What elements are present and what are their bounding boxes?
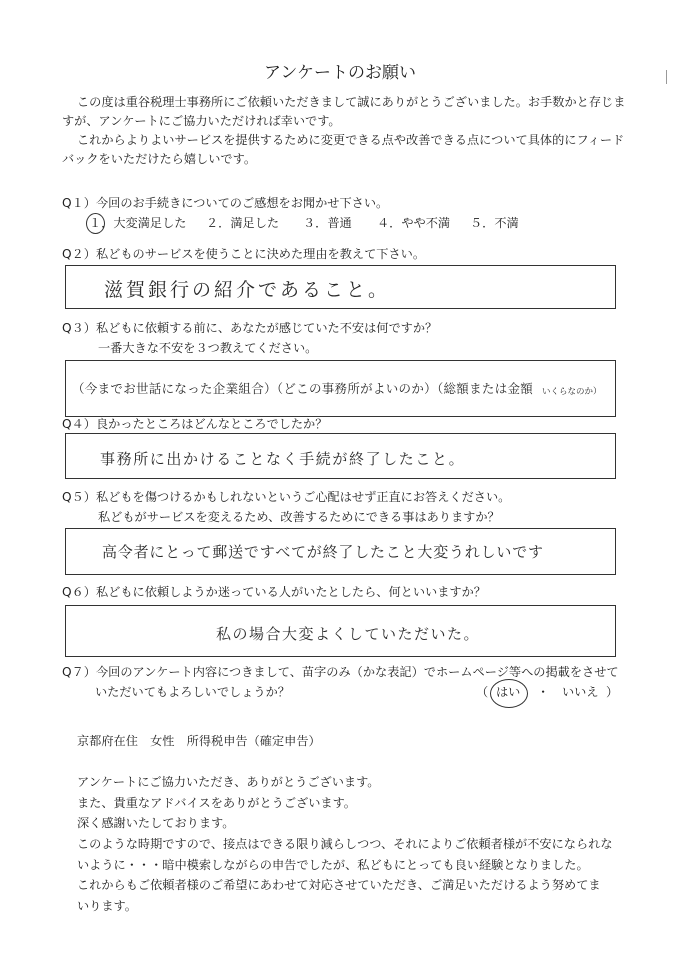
q2-question: Q２）私どものサービスを使うことに決めた理由を教えて下さい。: [62, 247, 426, 261]
q1-option-1[interactable]: １．大変満足した: [89, 216, 187, 230]
q1-question: Q１）今回のお手続きについてのご感想をお聞かせ下さい。: [62, 196, 389, 210]
closing-line-6: これからもご依頼者様のご希望にあわせて対応させていただき、ご満足いただけるよう努めてま: [77, 878, 601, 892]
q7-question-line-2: いただいてもよろしいでしょうか？: [95, 685, 290, 699]
q3-question: Q３）私どもに依頼する前に、あなたが感じていた不安は何ですか？: [62, 321, 438, 335]
closing-line-7: いります。: [77, 899, 137, 913]
q4-question: Q４）良かったところはどんなところでしたか？: [62, 417, 328, 431]
q5-question: Q５）私どもを傷つけるかもしれないというご心配はせず正直にお答えください。: [62, 490, 511, 504]
intro-line-4: バックをいただけたら嬉しいです。: [62, 152, 257, 166]
q5-answer-box[interactable]: [65, 528, 616, 575]
page-title: アンケートのお願い: [264, 63, 416, 83]
q6-answer-box[interactable]: [65, 605, 616, 657]
intro-line-3: これからよりよいサービスを提供するために変更できる点や改善できる点について具体的にフィード: [77, 133, 625, 147]
q2-answer-box[interactable]: [65, 265, 616, 309]
q6-answer-text: 私の場合大変よくしていただいた。: [216, 625, 481, 643]
closing-line-5: いように・・・暗中模索しながらの申告でしたが、私どもにとっても良い経験となりました。: [77, 858, 589, 872]
q1-option-3[interactable]: ３．普通: [303, 216, 352, 230]
intro-line-1: この度は重谷税理士事務所にご依頼いただきまして誠にありがとうございました。お手数かと存じま: [77, 95, 626, 109]
closing-line-4: このような時期ですので、接点はできる限り減らしつつ、それによりご依頼者様が不安になられな: [77, 837, 613, 851]
q3-answer-text: （今までお世話になった企業組合）（どこの事務所がよいのか）（総額または金額: [72, 381, 534, 396]
q3-answer-box[interactable]: [65, 360, 616, 417]
respondent-info: 京都府在住 女性 所得税申告（確定申告）: [77, 734, 321, 748]
q2-answer-text: 滋賀銀行の紹介であること。: [104, 279, 391, 301]
closing-line-3: 深く感謝いたしております。: [77, 816, 235, 830]
q7-option-no[interactable]: いいえ: [562, 685, 599, 699]
q5-answer-text: 高令者にとって郵送ですべてが終了したこと大変うれしいです: [102, 543, 544, 561]
q1-option-4[interactable]: ４．やや不満: [377, 216, 451, 230]
q5-subline: 私どもがサービスを変えるため、改善するためにできる事はありますか？: [98, 510, 500, 524]
q3-answer-small-text: いくらなのか）: [542, 387, 602, 397]
q6-question: Q６）私どもに依頼しようか迷っている人がいたとしたら、何といいますか？: [62, 585, 486, 599]
q1-option-5[interactable]: ５．不満: [470, 216, 519, 230]
closing-line-2: また、貴重なアドバイスをありがとうございます。: [77, 796, 356, 810]
q7-separator: ・: [537, 685, 550, 699]
q7-option-yes[interactable]: はい: [496, 685, 521, 699]
q4-answer-box[interactable]: [65, 433, 616, 479]
intro-line-2: すが、アンケートにご協力いただければ幸いです。: [62, 114, 341, 128]
q3-subline: 一番大きな不安を３つ教えてください。: [98, 341, 318, 355]
q7-question: Q７）今回のアンケート内容につきまして、苗字のみ（かな表記）でホームページ等への掲載をさせて: [62, 665, 619, 679]
q4-answer-text: 事務所に出かけることなく手続が終了したこと。: [100, 450, 466, 468]
closing-line-1: アンケートにご協力いただき、ありがとうございます。: [77, 775, 380, 789]
q1-option-2[interactable]: ２．満足した: [206, 216, 280, 230]
q7-open-paren: （: [476, 685, 489, 699]
q7-close-paren: ）: [606, 685, 619, 699]
